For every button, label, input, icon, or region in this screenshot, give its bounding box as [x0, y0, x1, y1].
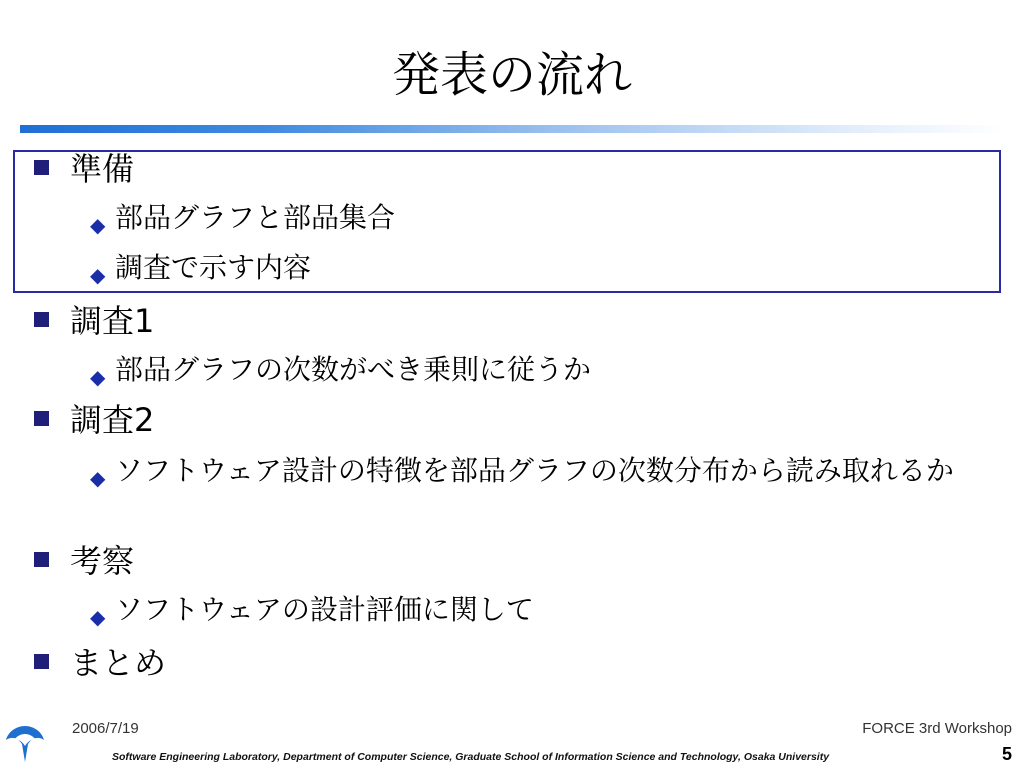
square-bullet-icon [34, 411, 49, 426]
outline-item-preparation [70, 149, 134, 189]
outline-item-survey1 [70, 301, 154, 341]
diamond-bullet-icon: ◆ [90, 466, 106, 490]
outline-subitem-label: 調査で示す内容 [115, 251, 312, 284]
diamond-bullet-icon: ◆ [90, 365, 106, 389]
outline-item-label: 調査1 [70, 302, 155, 340]
outline-item-label: 準備 [70, 150, 135, 188]
footer-conference: FORCE 3rd Workshop [862, 720, 1012, 737]
footer-date: 2006/7/19 [72, 720, 139, 737]
diamond-bullet-icon: ◆ [90, 213, 106, 237]
title-divider [20, 125, 1005, 133]
outline-subitem [90, 351, 592, 389]
square-bullet-icon [34, 160, 49, 175]
osaka-university-logo-icon [2, 722, 48, 766]
square-bullet-icon [34, 312, 49, 327]
outline-item-label: 調査2 [70, 401, 155, 439]
square-bullet-icon [34, 654, 49, 669]
outline-item-discussion [70, 541, 134, 581]
outline-subitem-label: 部品グラフの次数がべき乗則に従うか [115, 353, 592, 386]
square-bullet-icon [34, 552, 49, 567]
outline-subitem-label: ソフトウェア設計の特徴を部品グラフの次数分布から読み取れるか [115, 454, 954, 487]
outline-subitem [90, 249, 312, 287]
outline-subitem [90, 199, 396, 237]
outline-item-label: まとめ [70, 644, 167, 682]
outline-subitem [90, 591, 534, 629]
footer-affiliation: Software Engineering Laboratory, Department of Computer Science, Graduate School of Information Science and Technology, Osaka University [112, 751, 830, 763]
diamond-bullet-icon: ◆ [90, 263, 106, 287]
outline-item-summary [70, 643, 166, 683]
outline-item-label: 考察 [70, 542, 135, 580]
slide-title: 発表の流れ [391, 47, 632, 103]
outline-item-survey2 [70, 400, 154, 440]
diamond-bullet-icon: ◆ [90, 605, 106, 629]
outline-subitem-label: ソフトウェアの設計評価に関して [115, 593, 534, 626]
slide-number: 5 [1001, 744, 1012, 764]
outline-subitem [90, 452, 985, 490]
outline-subitem-label: 部品グラフと部品集合 [115, 201, 396, 234]
